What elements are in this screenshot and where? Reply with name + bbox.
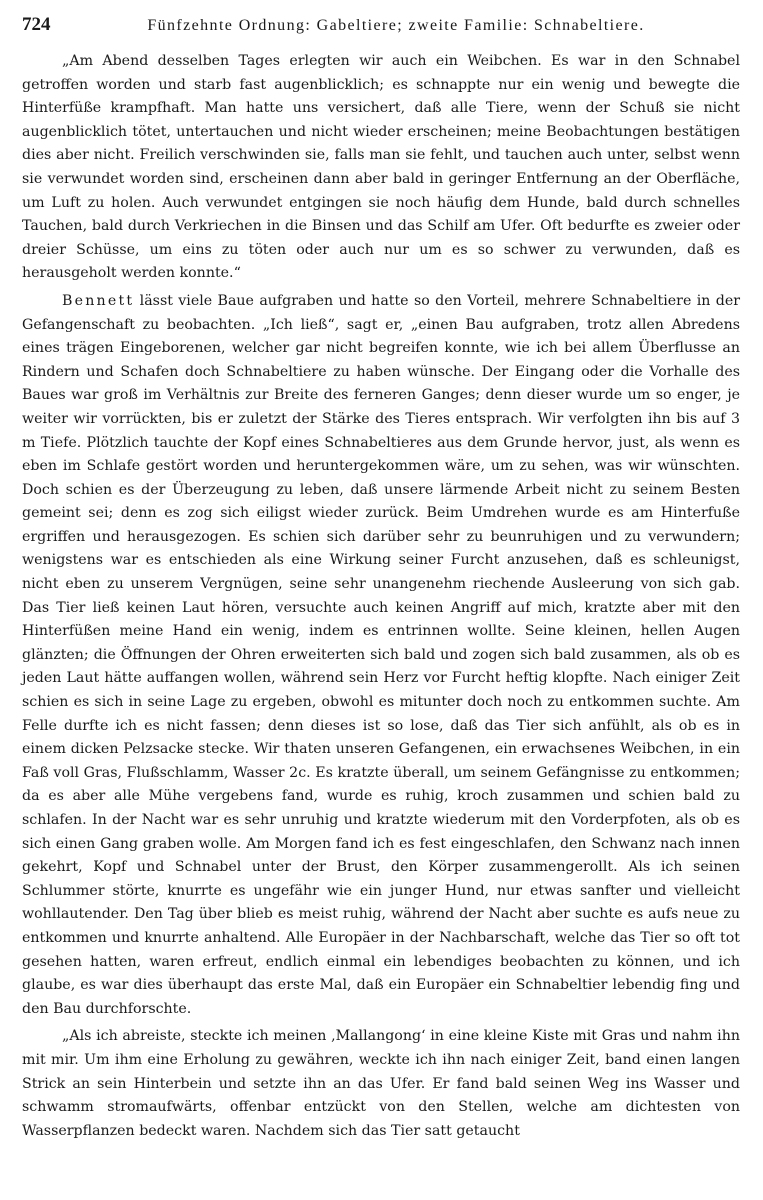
paragraph-2 [22, 290, 740, 1021]
body-text [22, 50, 740, 1143]
paragraph-2-text: lässt viele Baue aufgraben und hatte so den Vorteil, mehrere Schnabeltiere in der Gefangenschaft zu beobachten. „Ich ließ“, sagt er, „einen Bau aufgraben, trotz allen Abredens eines trägen Eingeborenen, welcher gar nicht begreifen konnte, wie ich bei allem Überflusse an Rindern und Schafen doch Schnabeltiere zu haben wünsche. Der Eingang oder die Vorhalle des Baues war groß im Verhältnis zur Breite des ferneren Ganges; denn dieser wurde um so enger, je weiter wir vorrückten, bis er zuletzt der Stärke des Tieres entsprach. Wir verfolgten ihn bis auf 3 m Tiefe. Plötzlich tauchte der Kopf eines Schnabeltieres aus dem Grunde hervor, just, als wenn es eben im Schlafe gestört worden und heruntergekommen wäre, um zu sehen, was wir wünschten. Doch schien es der Überzeugung zu leben, daß unsere lärmende Arbeit nicht zu seinem Besten gemeint sei; denn es zog sich eiligst wieder zurück. Beim Umdrehen wurde es am Hinterfuße ergriffen und herausgezogen. Es schien sich darüber sehr zu beunruhigen und zu verwundern; wenigstens war es entschieden als eine Wirkung seiner Furcht anzusehen, daß es schleunigst, nicht eben zu unserem Vergnügen, seine sehr unangenehm riechende Ausleerung von sich gab. Das Tier ließ keinen Laut hören, versuchte auch keinen Angriff auf mich, kratzte aber mit den Hinterfüßen meine Hand ein wenig, indem es entrinnen wollte. Seine kleinen, hellen Augen glänzten; die Öffnungen der Ohren erweiterten sich bald und zogen sich bald zusammen, als ob es jeden Laut hätte auffangen wollen, während sein Herz vor Furcht heftig klopfte. Nach einiger Zeit schien es sich in seine Lage zu ergeben, obwohl es mitunter doch noch zu entkommen suchte. Am Felle durfte ich es nicht fassen; denn dieses ist so lose, daß das Tier sich anfühlt, als ob es in einem dicken Pelzsacke stecke. Wir thaten unseren Gefangenen, ein erwachsenes Weibchen, in ein Faß voll Gras, Flußschlamm, Wasser 2c. Es kratzte überall, um seinem Gefängnisse zu entkommen; da es aber alle Mühe vergebens fand, wurde es ruhig, kroch zusammen und schien bald zu schlafen. In der Nacht war es sehr unruhig und kratzte wiederum mit den Vorderpfoten, als ob es sich einen Gang graben wolle. Am Morgen fand ich es fest eingeschlafen, den Schwanz nach innen gekehrt, Kopf und Schnabel unter der Brust, den Körper zusammengerollt. Als ich seinen Schlummer störte, knurrte es ungefähr wie ein junger Hund, nur etwas sanfter und vielleicht wohllautender. Den Tag über blieb es meist ruhig, während der Nacht aber suchte es aufs neue zu entkommen und knurrte anhaltend. Alle Europäer in der Nachbarschaft, welche das Tier so oft tot gesehen hatten, waren erfreut, endlich einmal ein lebendiges beobachten zu können, und ich glaube, es war dies überhaupt das erste Mal, daß ein Europäer ein Schnabeltier lebendig fing und den Bau durchforschte. [22, 292, 741, 1017]
page-number: 724 [22, 14, 51, 35]
running-head [22, 14, 740, 48]
author-name: Bennett [62, 292, 135, 309]
running-title: Fünfzehnte Ordnung: Gabeltiere; zweite Familie: Schnabeltiere. [147, 17, 645, 34]
paragraph-1: „Am Abend desselben Tages erlegten wir auch ein Weibchen. Es war in den Schnabel getroffen worden und starb fast augenblicklich; es schnappte nur ein wenig und bewegte die Hinterfüße krampfhaft. Man hatte uns versichert, daß alle Tiere, wenn der Schuß sie nicht augenblicklich tötet, untertauchen und nicht wieder erscheinen; meine Beobachtungen bestätigen dies aber nicht. Freilich verschwinden sie, falls man sie fehlt, und tauchen auch unter, selbst wenn sie verwundet worden sind, erscheinen dann aber bald in geringer Entfernung an der Oberfläche, um Luft zu holen. Auch verwundet entgingen sie noch häufig dem Hunde, bald durch schnelles Tauchen, bald durch Verkriechen in die Binsen und das Schilf am Ufer. Oft bedurfte es zweier oder dreier Schüsse, um eins zu töten oder auch nur um es so schwer zu verwunden, daß es herausgeholt werden konnte.“ [22, 53, 740, 282]
book-page [22, 14, 740, 1194]
paragraph-3: „Als ich abreiste, steckte ich meinen ‚Mallangong‘ in eine kleine Kiste mit Gras und nahm ihn mit mir. Um ihm eine Erholung zu gewähren, weckte ich ihn nach einiger Zeit, band einen langen Strick an sein Hinterbein und setzte ihn an das Ufer. Er fand bald seinen Weg ins Wasser und schwamm stromaufwärts, offenbar entzückt von den Stellen, welche am dichtesten von Wasserpflanzen bedeckt waren. Nachdem sich das Tier satt getaucht [22, 1028, 740, 1139]
